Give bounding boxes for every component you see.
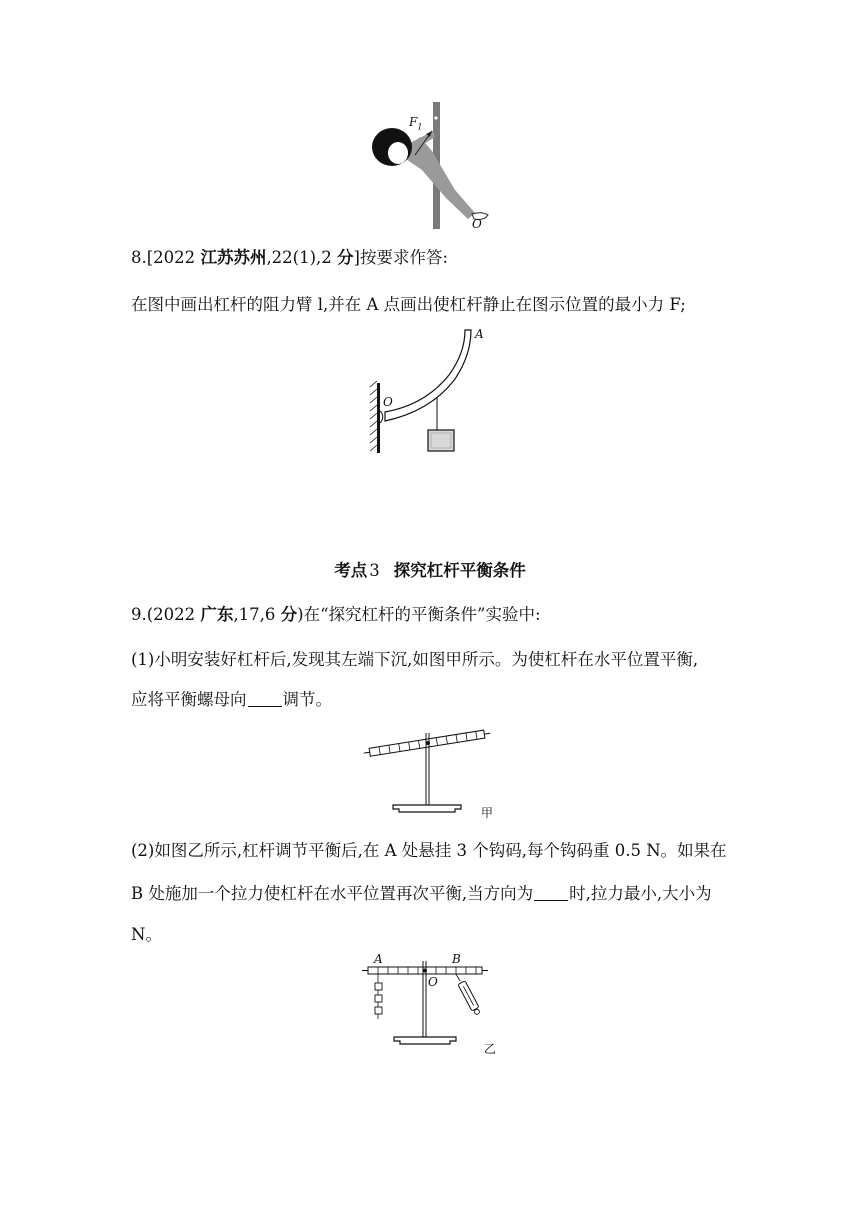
- point-a-label: A: [475, 327, 484, 341]
- q9-p1-line2a: 应将平衡螺母向: [131, 690, 247, 709]
- q9-p2-line2: [131, 883, 712, 905]
- q8-body: 在图中画出杠杆的阻力臂 l,并在 A 点画出使杠杆静止在图示位置的最小力 F;: [131, 295, 686, 314]
- section-title: 探究杠杆平衡条件: [393, 561, 526, 580]
- answer-blank-force-direction[interactable]: [534, 884, 568, 901]
- figure-jia-label: 甲: [481, 806, 494, 820]
- q9-p2-line3: N。: [131, 925, 162, 944]
- q9-source-suffix: ,17,6: [233, 605, 281, 624]
- q9-p2-line1: (2)如图乙所示,杠杆调节平衡后,在 A 处悬挂 3 个钩码,每个钩码重 0.5 N。如果在: [131, 841, 727, 860]
- person-pole-drawing: [360, 95, 500, 235]
- q9-source-prefix: (2022: [146, 605, 201, 624]
- q9-source-end: ): [297, 605, 304, 624]
- pivot-label-o: O: [472, 217, 482, 231]
- point-b-label-yi: B: [452, 952, 461, 966]
- q8-source-place: 江苏苏州: [200, 248, 267, 267]
- q9-p2-line2a: B 处施加一个拉力使杠杆在水平位置再次平衡,当方向为: [131, 884, 534, 903]
- figure-curved-lever: [365, 325, 495, 455]
- curved-lever-drawing: [365, 325, 495, 455]
- figure-yi: [360, 953, 505, 1058]
- section-heading: [0, 557, 860, 581]
- q9-source-place: 广东: [200, 605, 234, 624]
- answer-blank-direction[interactable]: [248, 690, 282, 707]
- q9-p1-line1: (1)小明安装好杠杆后,发现其左端下沉,如图甲所示。为使杠杆在水平位置平衡,: [131, 650, 699, 669]
- q8-header: [131, 247, 448, 269]
- figure-person-pole: [360, 95, 500, 235]
- q9-header: [131, 604, 541, 626]
- q8-source-prefix: [2022: [146, 248, 201, 267]
- q9-p1-line2b: 调节。: [282, 690, 332, 709]
- point-o-label-yi: O: [428, 975, 438, 989]
- q9-p1-line2: [131, 689, 332, 711]
- q9-p2-line2b: 时,拉力最小,大小为: [569, 884, 712, 903]
- q8-source-suffix: ,22(1),2: [266, 248, 338, 267]
- q8-source-end: ]: [353, 248, 360, 267]
- figure-yi-label: 乙: [484, 1042, 497, 1056]
- lever-balanced-drawing: [360, 953, 490, 1053]
- q8-source-points: 分: [337, 248, 354, 267]
- q9-intro: 在“探究杠杆的平衡条件”实验中:: [303, 605, 541, 624]
- lever-tilted-drawing: [363, 723, 493, 818]
- section-number: 3: [369, 561, 380, 580]
- force-label: F: [409, 115, 418, 129]
- q8-number: 8.: [131, 248, 147, 267]
- force-subscript: 1: [417, 122, 423, 132]
- q8-instruction: 按要求作答:: [359, 248, 449, 267]
- point-a-label-yi: A: [374, 952, 383, 966]
- point-o-label: O: [383, 395, 393, 409]
- section-prefix: 考点: [334, 561, 368, 580]
- figure-jia: [363, 723, 503, 823]
- q9-source-points: 分: [280, 605, 298, 624]
- q9-number: 9.: [131, 605, 147, 624]
